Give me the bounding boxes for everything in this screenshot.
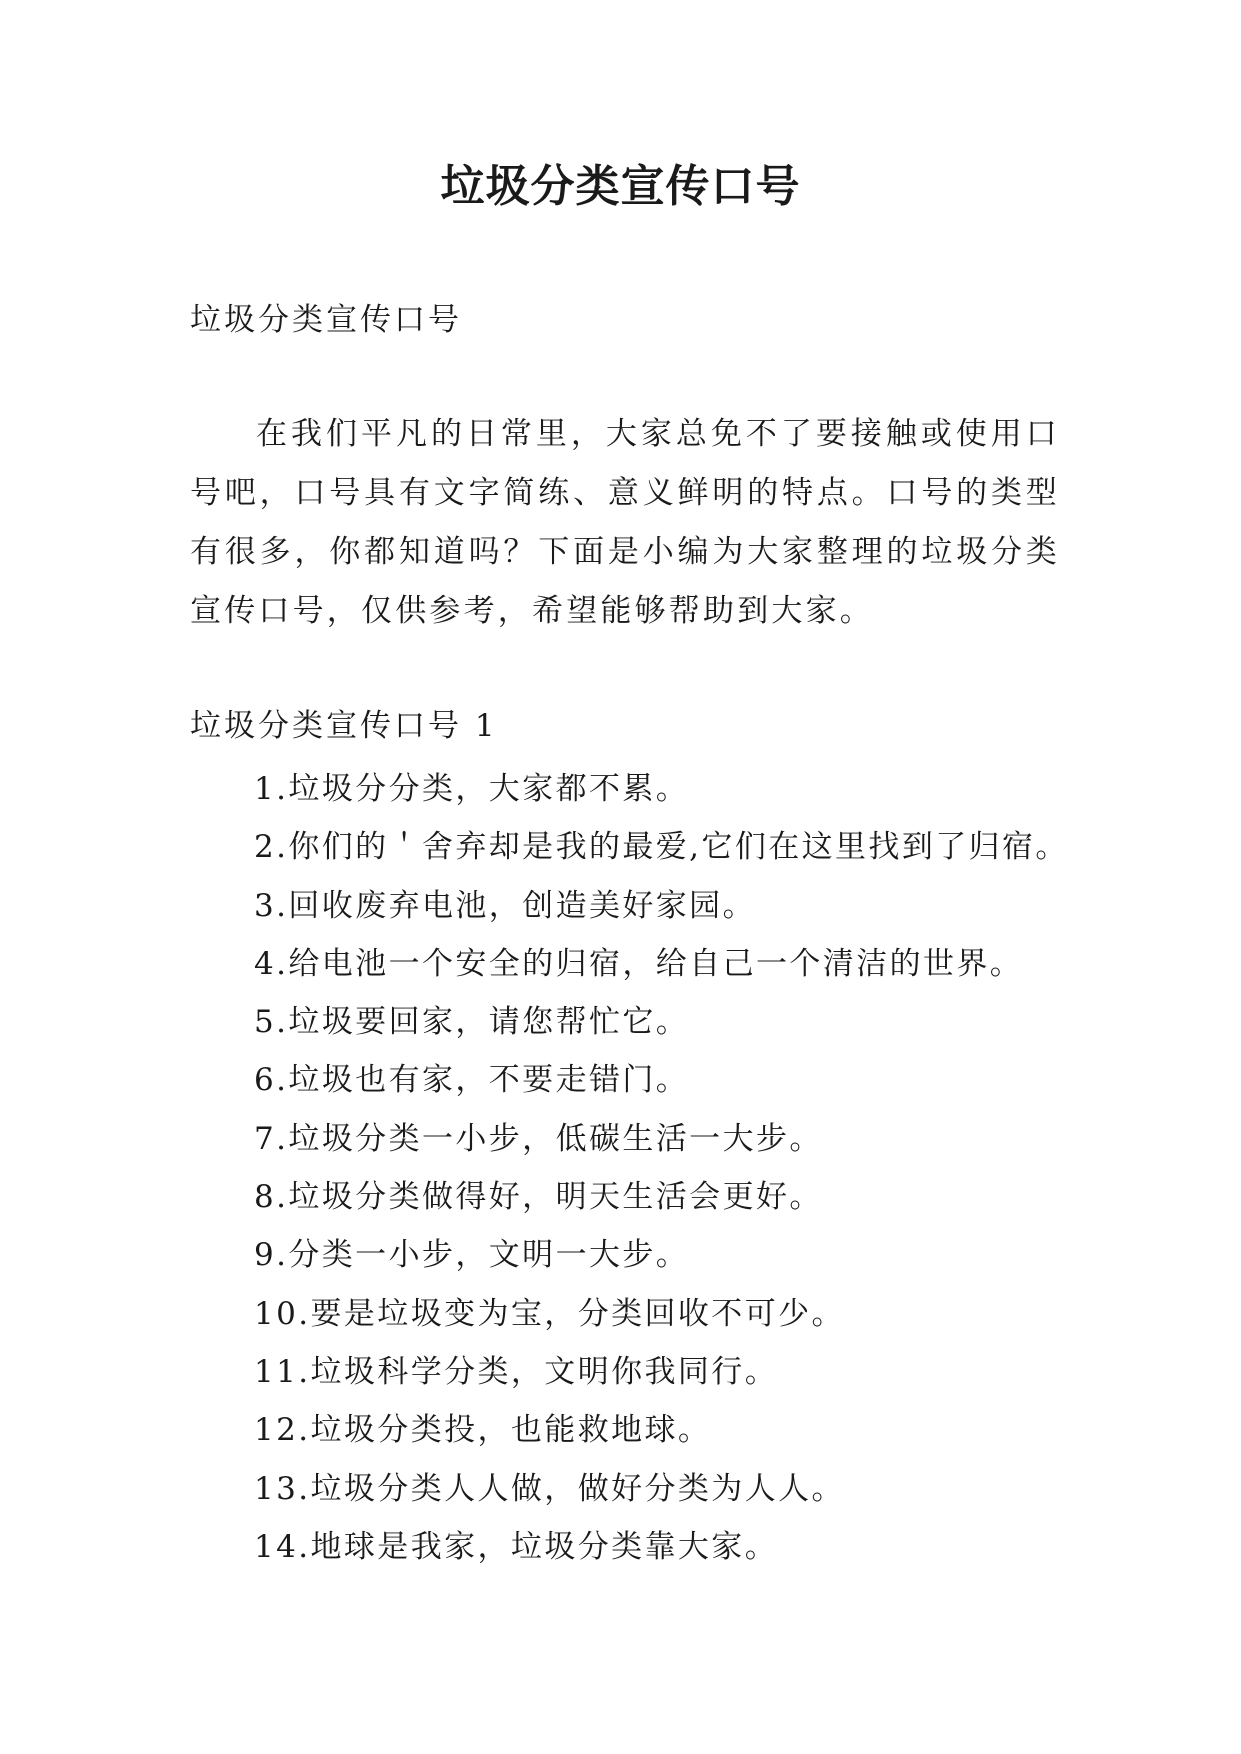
slogan-item: 6.垃圾也有家，不要走错门。 — [254, 1062, 690, 1099]
slogan-item: 2.你们的＇舍弃却是我的最爱,它们在这里找到了归宿。 — [254, 829, 1069, 866]
slogan-item: 1.垃圾分分类，大家都不累。 — [254, 771, 690, 807]
document-title: 垃圾分类宣传口号 — [440, 161, 801, 212]
slogan-list — [254, 760, 1069, 1576]
slogan-item: 12.垃圾分类投，也能救地球。 — [254, 1412, 712, 1449]
slogan-item: 14.地球是我家，垃圾分类靠大家。 — [254, 1528, 779, 1565]
slogan-item: 5.垃圾要回家，请您帮忙它。 — [254, 1004, 690, 1041]
section-heading: 垃圾分类宣传口号 1 — [190, 708, 498, 744]
slogan-item: 13.垃圾分类人人做，做好分类为人人。 — [254, 1470, 845, 1507]
slogan-item: 9.分类一小步，文明一大步。 — [254, 1237, 690, 1274]
slogan-item: 11.垃圾科学分类，文明你我同行。 — [254, 1353, 779, 1390]
document-subtitle: 垃圾分类宣传口号 — [190, 302, 462, 338]
slogan-item: 3.回收废弃电池，创造美好家园。 — [254, 887, 756, 924]
slogan-item: 7.垃圾分类一小步，低碳生活一大步。 — [254, 1120, 823, 1157]
intro-paragraph: 在我们平凡的日常里，大家总免不了要接触或使用口号吧，口号具有文字简练、意义鲜明的特点。口号的类型有很多，你都知道吗？下面是小编为大家整理的垃圾分类宣传口号，仅供参考，希望能够帮助到大家。 — [190, 416, 1060, 629]
slogan-item: 4.给电池一个安全的归宿，给自己一个清洁的世界。 — [254, 945, 1024, 982]
slogan-item: 10.要是垃圾变为宝，分类回收不可少。 — [254, 1295, 845, 1332]
slogan-item: 8.垃圾分类做得好，明天生活会更好。 — [254, 1179, 823, 1216]
